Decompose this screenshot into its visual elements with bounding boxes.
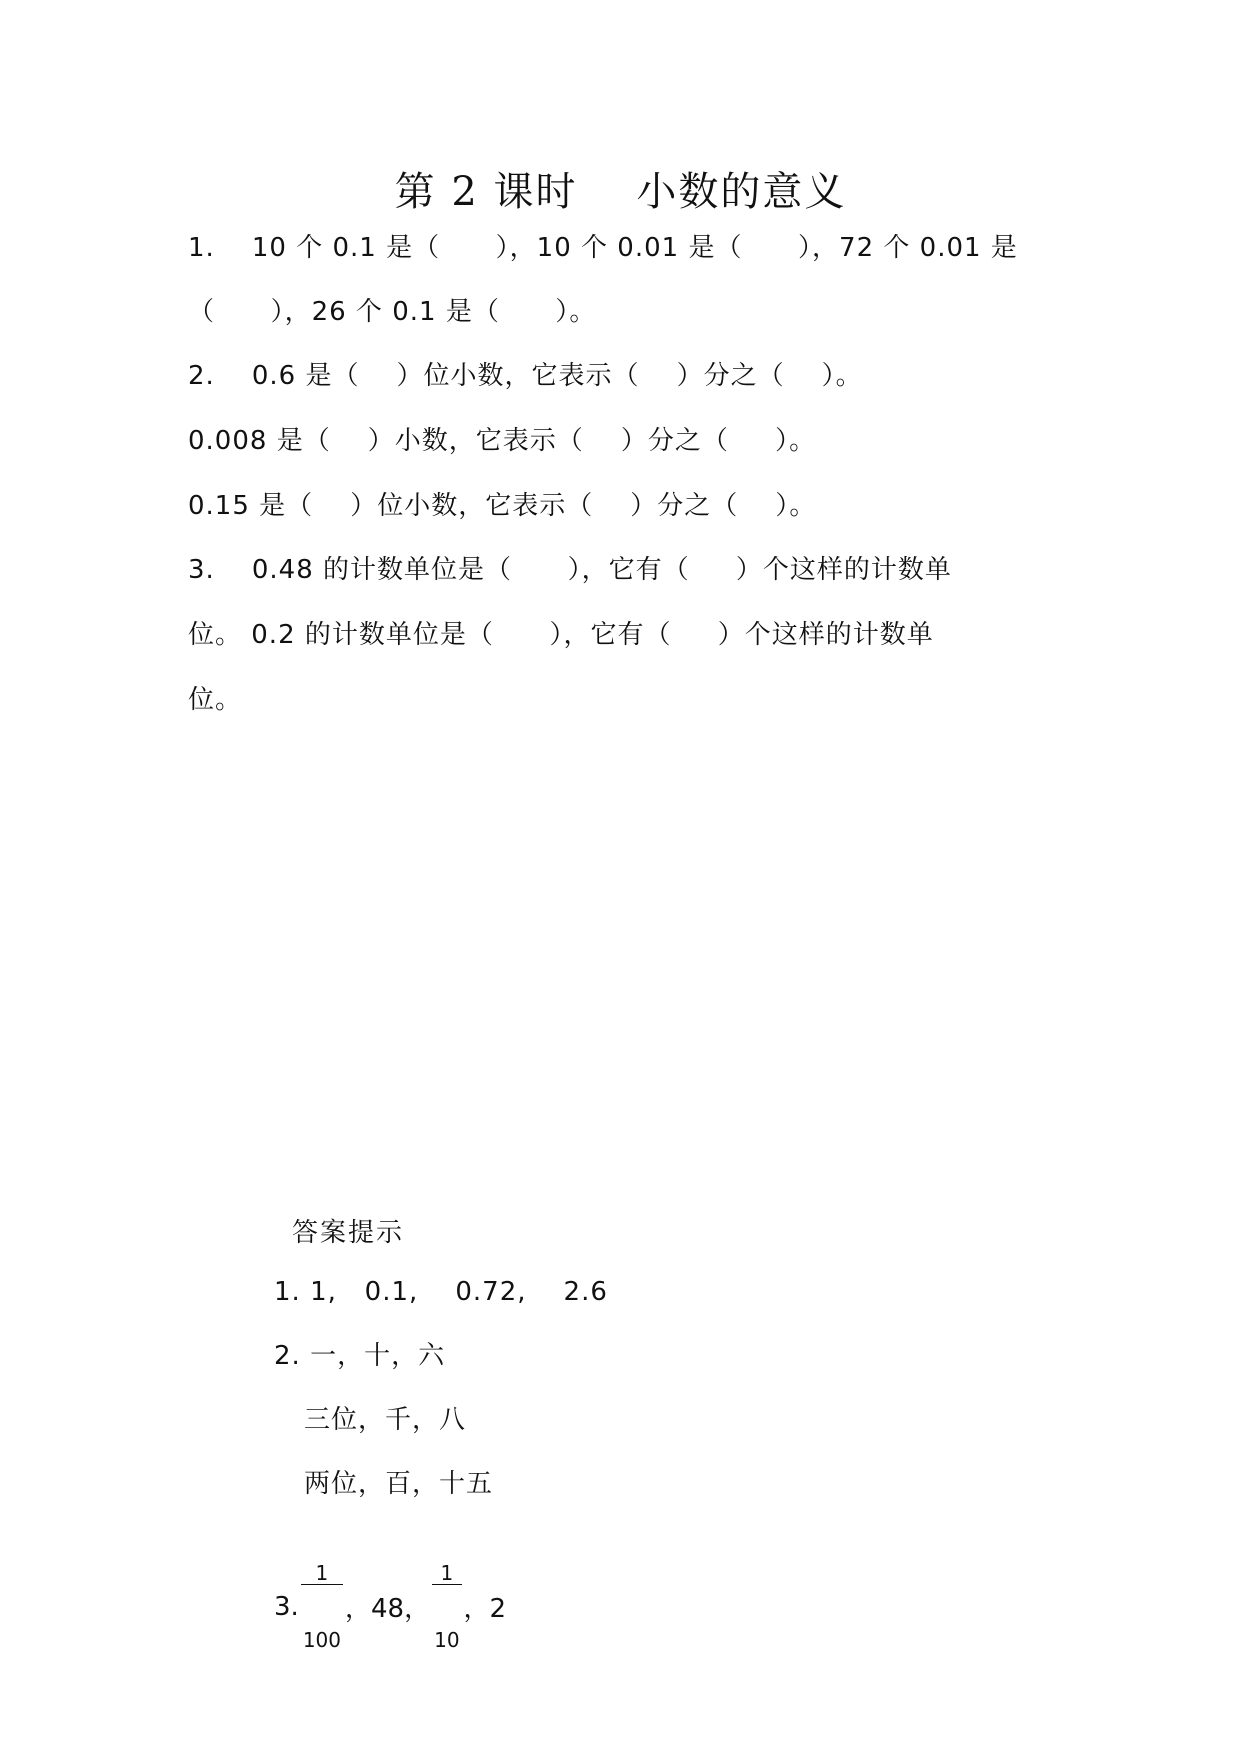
fraction-one-hundredth [301, 1518, 343, 1695]
question-1-line-2: （ ），26 个 0.1 是（ ）。 [188, 297, 597, 327]
answer-3-separator: ，48， [345, 1594, 431, 1624]
answer-1: 1. 1, 0.1, 0.72, 2.6 [274, 1277, 608, 1307]
page-title: 第 2 课时 小数的意义 [394, 169, 847, 215]
answer-3-tail: ，2 [463, 1594, 507, 1624]
fraction-one-tenth [432, 1518, 461, 1695]
question-2-line-3: 0.15 是（ ）位小数，它表示（ ）分之（ ）。 [188, 491, 817, 521]
answers-heading: 答案提示 [292, 1218, 405, 1248]
fraction-numerator: 1 [301, 1562, 343, 1585]
question-1-line-1: 1. 10 个 0.1 是（ ），10 个 0.01 是（ ），72 个 0.01 是 [188, 233, 1018, 263]
answer-3 [274, 1518, 506, 1695]
question-2-line-1: 2. 0.6 是（ ）位小数，它表示（ ）分之（ ）。 [188, 361, 863, 391]
question-3-line-2: 位。 0.2 的计数单位是（ ），它有（ ）个这样的计数单 [188, 620, 934, 650]
question-3-line-3: 位。 [188, 685, 243, 715]
answer-2-line-1: 2. 一，十，六 [274, 1341, 446, 1371]
question-3-line-1: 3. 0.48 的计数单位是（ ），它有（ ）个这样的计数单 [188, 555, 952, 585]
fraction-denominator: 100 [302, 1628, 341, 1652]
answer-2-line-2: 三位，千，八 [304, 1405, 467, 1435]
answer-2-line-3: 两位，百，十五 [304, 1469, 494, 1499]
question-2-line-2: 0.008 是（ ）小数，它表示（ ）分之（ ）。 [188, 426, 817, 456]
answer-3-prefix: 3. [274, 1591, 299, 1622]
fraction-denominator: 10 [434, 1628, 460, 1652]
fraction-numerator: 1 [432, 1562, 461, 1585]
